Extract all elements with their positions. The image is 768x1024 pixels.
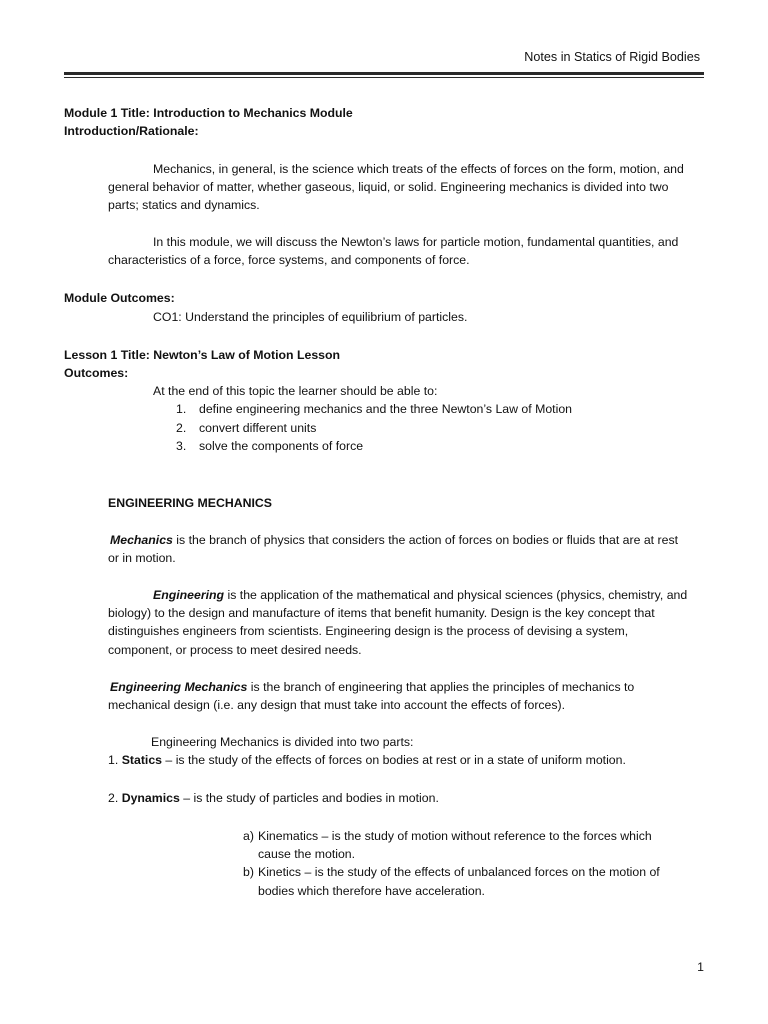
list-item-number: 2. [176, 421, 187, 435]
statics-term: Statics [121, 753, 163, 767]
sub-item-line: Kinetics – is the study of the effects of unbalanced forces on the motion of [258, 865, 660, 879]
intro-paragraph-1-line-3: parts; statics and dynamics. [108, 198, 260, 212]
list-item-number: 1. [176, 402, 187, 416]
module-outcome-co1: CO1: Understand the principles of equilibrium of particles. [153, 310, 468, 324]
statics-item [108, 751, 626, 769]
header-title: Notes in Statics of Rigid Bodies [524, 50, 700, 64]
list-item-number: 3. [176, 439, 187, 453]
mechanics-definition-line-2: or in motion. [108, 551, 176, 565]
module-outcomes-heading: Module Outcomes: [64, 291, 175, 305]
list-item: convert different units [199, 421, 317, 435]
engineering-definition-line-3: distinguishes engineers from scientists. Engineering design is the process of devising a system, [108, 624, 629, 638]
section-heading: ENGINEERING MECHANICS [108, 496, 272, 510]
engineering-definition-line-4: component, or process to meet desired needs. [108, 643, 362, 657]
list-item: define engineering mechanics and the three Newton’s Law of Motion [199, 402, 573, 416]
engineering-mechanics-term: Engineering Mechanics [110, 680, 248, 694]
dynamics-text: – is the study of particles and bodies in motion. [179, 791, 439, 805]
lesson-title: Lesson 1 Title: Newton’s Law of Motion Lesson [64, 348, 341, 362]
statics-text: – is the study of the effects of forces on bodies at rest or in a state of uniform motion. [162, 753, 626, 767]
engineering-mechanics-definition-line-2: mechanical design (i.e. any design that must take into account the effects of forces). [108, 698, 566, 712]
list-item: solve the components of force [199, 439, 364, 453]
lesson-outcomes-heading: Outcomes: [64, 366, 129, 380]
engineering-mechanics-definition-text: is the branch of engineering that applies the principles of mechanics to [247, 680, 635, 694]
intro-paragraph-2-line-1: In this module, we will discuss the Newton’s laws for particle motion, fundamental quantities, and [153, 235, 679, 249]
mechanics-term: Mechanics [110, 533, 173, 547]
dynamics-number: 2. [108, 791, 122, 805]
intro-paragraph-1-line-1: Mechanics, in general, is the science which treats of the effects of forces on the form, motion, and [153, 162, 684, 176]
sub-item-label: a) [243, 829, 254, 843]
sub-item-line: cause the motion. [258, 847, 356, 861]
module-title: Module 1 Title: Introduction to Mechanics Module [64, 106, 353, 120]
mechanics-definition-text: is the branch of physics that considers the action of forces on bodies or fluids that are at rest [172, 533, 679, 547]
mechanics-definition-line-1 [110, 531, 678, 549]
sub-item-label: b) [243, 865, 254, 879]
header-rule-bottom [64, 77, 704, 78]
sub-item-line: Kinematics – is the study of motion without reference to the forces which [258, 829, 652, 843]
engineering-mechanics-definition-line-1 [110, 678, 634, 696]
divided-intro: Engineering Mechanics is divided into two parts: [151, 735, 414, 749]
engineering-definition-line-2: biology) to the design and manufacture of items that benefit humanity. Design is the key concept that [108, 606, 655, 620]
engineering-definition-line-1 [153, 586, 687, 604]
page-number: 1 [697, 960, 704, 974]
engineering-definition-text: is the application of the mathematical and physical sciences (physics, chemistry, and [224, 588, 688, 602]
intro-paragraph-1-line-2: general behavior of matter, whether gaseous, liquid, or solid. Engineering mechanics is divided into two [108, 180, 669, 194]
header-rule-top [64, 72, 704, 75]
dynamics-item [108, 789, 439, 807]
dynamics-term: Dynamics [121, 791, 180, 805]
lesson-outcomes-intro: At the end of this topic the learner should be able to: [153, 384, 438, 398]
statics-number: 1. [108, 753, 122, 767]
intro-paragraph-2-line-2: characteristics of a force, force systems, and components of force. [108, 253, 470, 267]
sub-item-line: bodies which therefore have acceleration. [258, 884, 485, 898]
intro-heading: Introduction/Rationale: [64, 124, 199, 138]
engineering-term: Engineering [153, 588, 225, 602]
